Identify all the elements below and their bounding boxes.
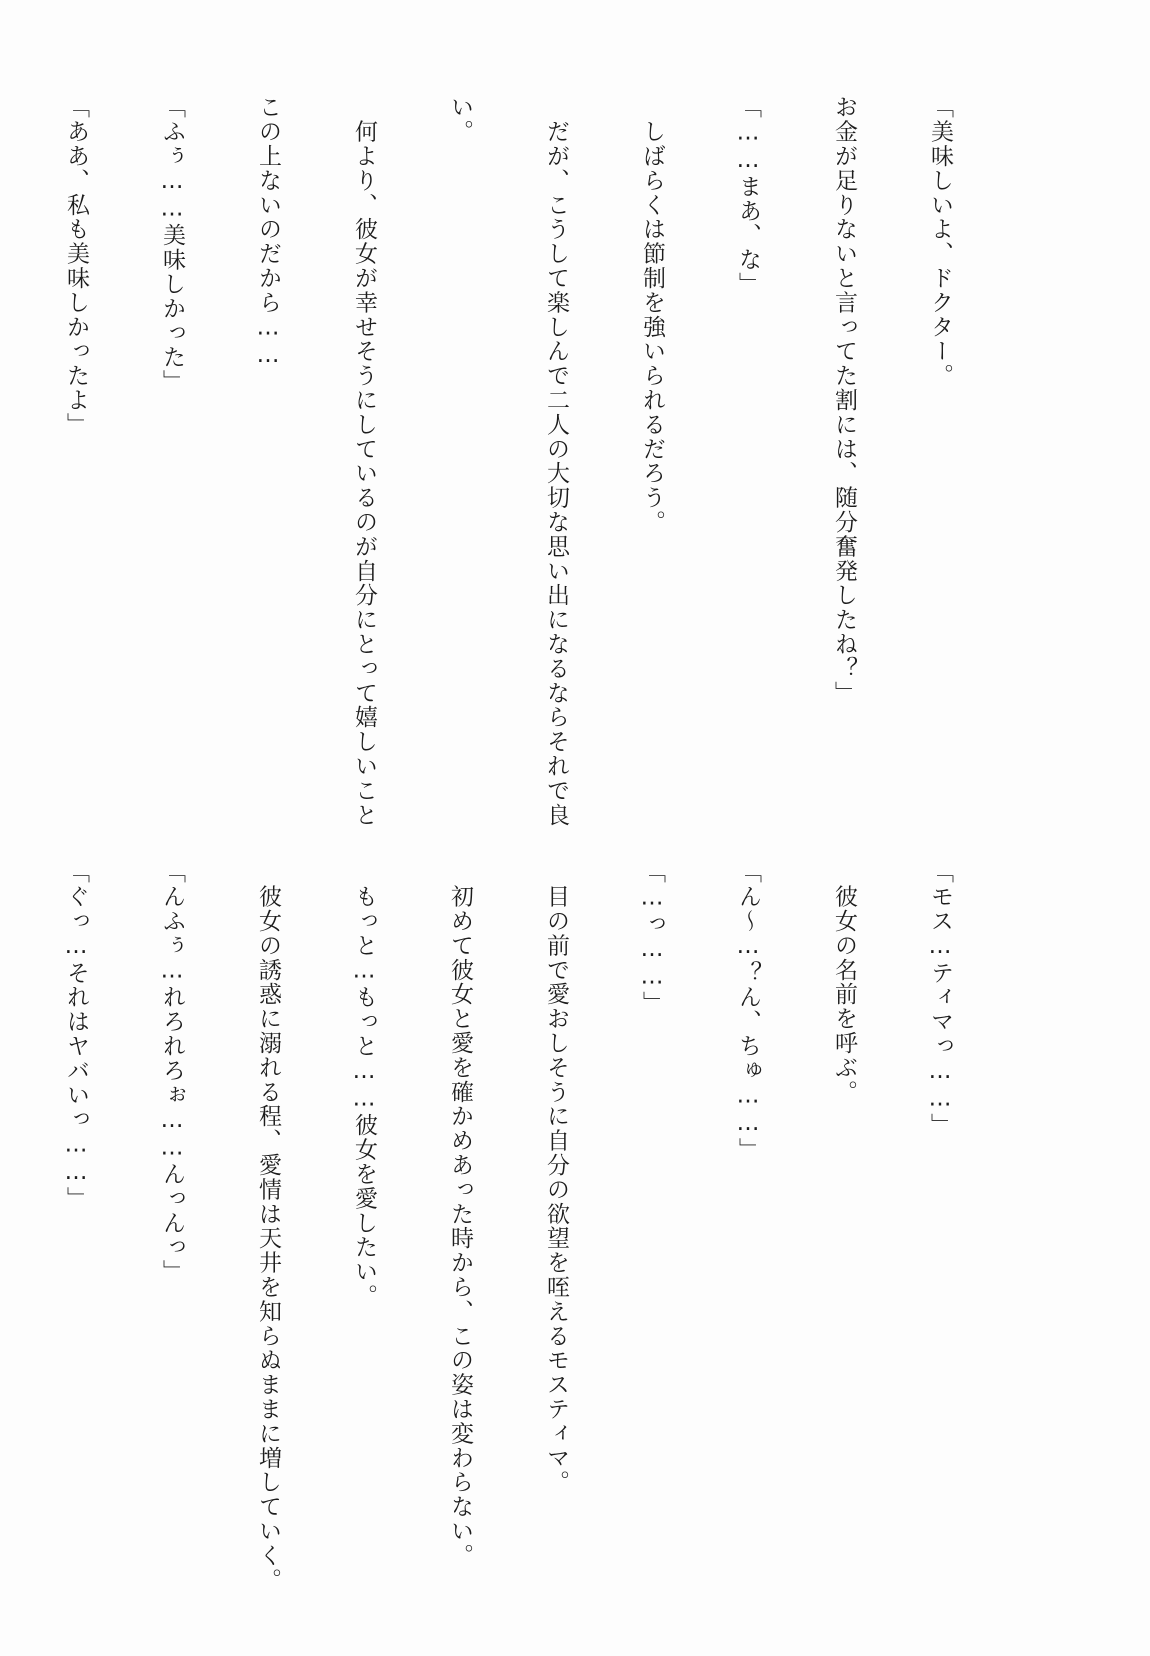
text-line: 「モス…ティマっ……」 [927, 860, 953, 1138]
text-line: 初めて彼女と愛を確かめあった時から、この姿は変わらない。 [447, 860, 473, 1568]
text-line: この上ないのだから…… [255, 95, 281, 370]
text-line: 目の前で愛おしそうに自分の欲望を咥えるモスティマ。 [543, 860, 569, 1495]
text-line: 彼女の名前を呼ぶ。 [831, 860, 857, 1104]
text-block-bottom [0, 860, 1020, 1592]
text-line: 何より、彼女が幸せそうにしているのが自分にとって嬉しいこと [351, 95, 377, 827]
text-line: 「ああ、私も美味しかったよ」 [63, 95, 89, 437]
text-line: 「ん～…？ん、ちゅ……」 [735, 860, 761, 1162]
text-block-top [0, 95, 1020, 827]
text-line: 「ふぅ……美味しかった」 [159, 95, 185, 394]
text-line: だが、こうして楽しんで二人の大切な思い出になるならそれで良 [543, 95, 569, 827]
text-line: 「…っ……」 [639, 860, 665, 1016]
text-line: 彼女の誘惑に溺れる程、愛情は天井を知らぬままに増していく。 [255, 860, 281, 1592]
text-line: い。 [447, 95, 473, 144]
text-line: お金が足りないと言ってた割には、随分奮発したね？」 [831, 95, 857, 705]
text-line: しばらくは節制を強いられるだろう。 [639, 95, 665, 535]
text-line: 「ぐっ…それはヤバいっ……」 [63, 860, 89, 1211]
text-line: 「……まあ、な」 [735, 95, 761, 297]
text-line: 「美味しいよ、ドクター。 [927, 95, 953, 388]
text-line: もっと…もっと……彼女を愛したい。 [351, 860, 377, 1309]
text-line: 「んふぅ…れろれろぉ……んっんっ」 [159, 860, 185, 1284]
